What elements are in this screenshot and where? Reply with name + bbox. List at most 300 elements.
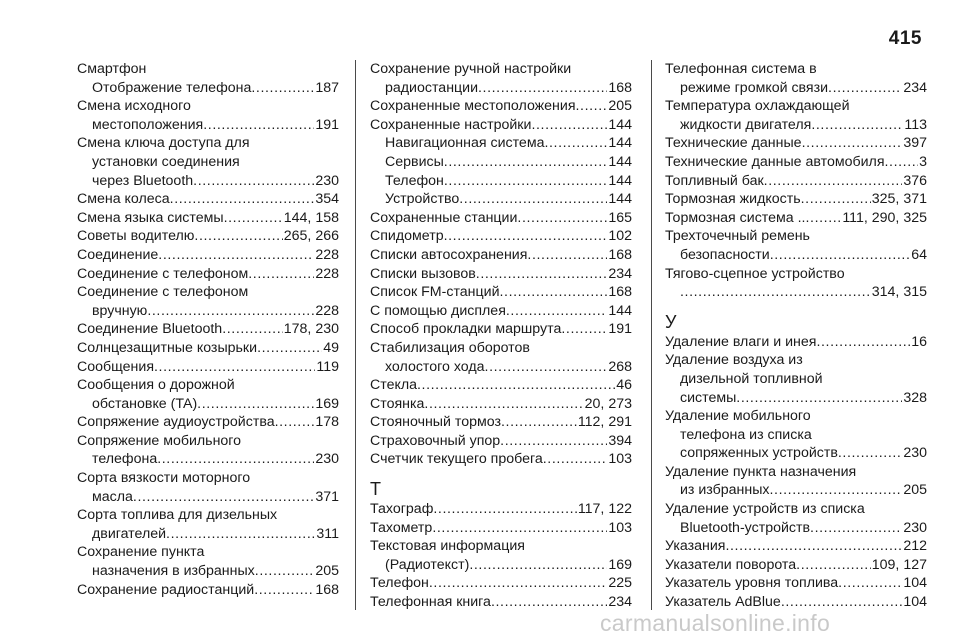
dot-leader (561, 320, 607, 339)
page-reference: 49 (323, 339, 339, 356)
page-reference: 144 (608, 172, 632, 189)
index-entry (665, 500, 927, 537)
entry-term: Сохраненные станции (370, 209, 518, 226)
index-entry-line (77, 562, 339, 581)
entry-term: Телефон (370, 575, 429, 592)
section-letter: У (665, 311, 677, 332)
page-reference: 46 (616, 377, 632, 394)
index-entry (665, 537, 927, 556)
dot-leader (806, 209, 842, 228)
page-reference: 311 (316, 525, 339, 542)
index-entry-line (370, 116, 632, 135)
watermark: carmanualsonline.info (600, 610, 831, 636)
entry-term: Отображение телефона (92, 79, 252, 96)
entry-term: из избранных (680, 482, 770, 499)
index-entry-line (77, 376, 339, 395)
index-entry-line (77, 450, 339, 469)
dot-leader (224, 209, 283, 228)
index-entry-line (77, 190, 339, 209)
dot-leader (801, 190, 871, 209)
entry-term: Сервисы (385, 153, 444, 170)
dot-leader (736, 389, 902, 408)
index-entry-line (77, 358, 339, 377)
dot-leader (680, 283, 871, 302)
entry-term: Смена исходного (77, 98, 191, 115)
entry-term: Удаление пункта назначения (665, 463, 857, 480)
index-entry-line (370, 209, 632, 228)
page-reference: 325, 371 (871, 191, 927, 208)
dot-leader (133, 488, 314, 507)
entry-term: через Bluetooth (92, 172, 194, 189)
entry-term: Удаление влаги и инея (665, 333, 817, 350)
index-entry-line (77, 265, 339, 284)
entry-term: масла (92, 488, 133, 505)
index-entry (370, 537, 632, 574)
index-entry-line (665, 370, 927, 389)
page-reference: 119 (316, 358, 339, 375)
index-entry-line (77, 172, 339, 191)
entry-term: Стекла (370, 377, 418, 394)
index-entry-line (665, 389, 927, 408)
dot-leader (444, 227, 608, 246)
index-entry (370, 519, 632, 538)
dot-leader (885, 153, 919, 172)
index-entry (370, 432, 632, 451)
dot-leader (147, 302, 314, 321)
index-entry (370, 97, 632, 116)
page-reference: 144 (608, 135, 632, 152)
index-entry-line (370, 395, 632, 414)
index-entry (665, 265, 927, 302)
index-entry (77, 190, 339, 209)
index-entry (370, 450, 632, 469)
page-reference: 168 (608, 246, 632, 263)
dot-leader (444, 172, 607, 191)
index-entry (370, 209, 632, 228)
index-entry-line (77, 413, 339, 432)
entry-term: Телефонная система в (665, 61, 817, 77)
index-entry-line (77, 79, 339, 98)
dot-leader (197, 395, 314, 414)
page-reference: 205 (903, 482, 927, 499)
dot-leader (424, 395, 583, 414)
entry-term: Устройство (385, 191, 460, 208)
page-reference: 3 (919, 153, 927, 170)
page-reference: 168 (315, 581, 339, 598)
entry-term: безопасности (680, 246, 770, 263)
entry-term: Соединение Bluetooth (77, 321, 223, 338)
entry-term: Сорта вязкости моторного (77, 470, 251, 487)
index-entry-line (665, 246, 927, 265)
index-entry-line (77, 395, 339, 414)
dot-leader (166, 525, 315, 544)
page-reference: 268 (608, 358, 632, 375)
index-entry (665, 463, 927, 500)
index-entry (77, 543, 339, 580)
dot-leader (781, 593, 903, 612)
entry-term: системы (680, 389, 737, 406)
page-reference: 230 (315, 451, 339, 468)
page-reference: 191 (608, 321, 632, 338)
dot-leader (576, 97, 608, 116)
index-entry-line (77, 209, 339, 228)
dot-leader (432, 519, 607, 538)
index-entry-line (370, 358, 632, 377)
dot-leader (770, 246, 911, 265)
entry-term: Текстовая информация (370, 538, 525, 555)
entry-term: Сообщения о дорожной (77, 377, 235, 394)
dot-leader (459, 190, 607, 209)
index-entry (77, 413, 339, 432)
entry-term: Тахометр (370, 519, 433, 536)
index-entry-line (77, 134, 339, 153)
index-entry-line (77, 153, 339, 172)
column-divider (355, 60, 356, 610)
index-entry (370, 500, 632, 519)
page-reference: 168 (608, 79, 632, 96)
page-reference: 228 (315, 265, 339, 282)
index-entry-line (370, 246, 632, 265)
entry-term: Указатель AdBlue (665, 594, 781, 611)
index-entry (77, 432, 339, 469)
dot-leader (476, 265, 608, 284)
page-reference: 178 (315, 414, 339, 431)
index-entry-line (665, 265, 927, 284)
entry-term: Смена колеса (77, 191, 170, 208)
entry-term: Тахограф (370, 501, 434, 518)
dot-leader (506, 302, 607, 321)
entry-term: Телефон (385, 172, 444, 189)
index-entry-line (665, 60, 927, 79)
page-reference: 230 (315, 172, 339, 189)
entry-term: Сохранение радиостанций (77, 581, 255, 598)
dot-leader (417, 376, 615, 395)
index-entry (370, 227, 632, 246)
index-entry-line (77, 246, 339, 265)
index-column-1 (77, 60, 339, 599)
index-entry-line (665, 537, 927, 556)
dot-leader (501, 413, 577, 432)
entry-term: (Радиотекст) (385, 556, 470, 573)
entry-term: Удаление воздуха из (665, 352, 803, 369)
index-column-3 (665, 60, 927, 612)
index-entry (77, 320, 339, 339)
index-entry (77, 265, 339, 284)
index-entry-line (370, 339, 632, 358)
index-entry-line (370, 153, 632, 172)
page-reference: 144 (608, 302, 632, 319)
page-reference: 178, 230 (283, 321, 339, 338)
index-entry-line (77, 320, 339, 339)
entry-term: Трехточечный ремень (665, 228, 810, 245)
page-reference: 225 (608, 575, 632, 592)
index-entry-line (370, 134, 632, 153)
index-entry (665, 190, 927, 209)
page-reference: 265, 266 (283, 228, 339, 245)
index-entry-line (665, 153, 927, 172)
page-reference: 144, 158 (283, 209, 339, 226)
page-reference: 230 (903, 445, 927, 462)
index-entry (370, 265, 632, 284)
dot-leader (764, 172, 903, 191)
entry-term: Bluetooth-устройств (680, 519, 811, 536)
index-entry-line (665, 481, 927, 500)
dot-leader (154, 358, 315, 377)
entry-term: Смена ключа доступа для (77, 135, 250, 152)
entry-term: телефона (92, 451, 158, 468)
index-entry-line (370, 556, 632, 575)
entry-term: Удаление устройств из списка (665, 501, 865, 518)
page-reference: 234 (608, 265, 632, 282)
entry-term: Сорта топлива для дизельных (77, 507, 278, 524)
index-entry-line (370, 500, 632, 519)
dot-leader (500, 432, 607, 451)
dot-leader (811, 116, 903, 135)
index-entry-line (370, 413, 632, 432)
dot-leader (158, 246, 314, 265)
dot-leader (157, 450, 314, 469)
index-entry (665, 97, 927, 134)
index-entry-line (77, 581, 339, 600)
entry-term: Список FM-станций (370, 284, 500, 301)
dot-leader (257, 339, 322, 358)
page-reference: 187 (315, 79, 339, 96)
index-entry (665, 209, 927, 228)
index-entry-line (370, 574, 632, 593)
entry-term: сопряженных устройств (680, 445, 838, 462)
page-reference: 169 (315, 395, 339, 412)
page-reference: 113 (904, 116, 927, 133)
index-entry (370, 302, 632, 321)
index-entry (77, 60, 339, 97)
page-reference: 165 (608, 209, 632, 226)
index-entry-line (665, 574, 927, 593)
index-entry-line (370, 432, 632, 451)
entry-term: Смартфон (77, 61, 147, 77)
entry-term: режиме громкой связи (680, 79, 829, 96)
entry-term: Спидометр (370, 228, 444, 245)
index-entry (77, 209, 339, 228)
index-entry-line (77, 283, 339, 302)
index-entry (370, 395, 632, 414)
page-reference: 111, 290, 325 (842, 209, 927, 226)
page-reference: 212 (903, 538, 927, 555)
dot-leader (255, 562, 315, 581)
index-entry (665, 407, 927, 463)
index-entry-line (370, 79, 632, 98)
dot-leader (500, 283, 608, 302)
index-entry (77, 97, 339, 134)
entry-term: Технические данные (665, 135, 802, 152)
dot-leader (531, 116, 607, 135)
page-reference: 191 (315, 116, 339, 133)
index-entry (370, 172, 632, 191)
dot-leader (429, 574, 607, 593)
index-entry (665, 172, 927, 191)
dot-leader (248, 265, 314, 284)
index-entry-line (370, 593, 632, 612)
dot-leader (251, 79, 314, 98)
index-entry-line (370, 97, 632, 116)
index-entry (665, 351, 927, 407)
entry-term: Сопряжение мобильного (77, 432, 242, 449)
entry-term: холостого хода (385, 358, 485, 375)
section-letter: Т (370, 479, 381, 500)
index-entry-line (77, 525, 339, 544)
index-entry-line (665, 351, 927, 370)
index-entry-line (665, 79, 927, 98)
index-entry (370, 246, 632, 265)
page-reference: 102 (608, 228, 632, 245)
index-entry (77, 376, 339, 413)
index-entry (370, 320, 632, 339)
entry-term: Списки вызовов (370, 265, 476, 282)
dot-leader (485, 358, 608, 377)
entry-term: Сопряжение аудиоустройства (77, 414, 275, 431)
index-entry-line (370, 265, 632, 284)
index-entry-line (665, 283, 927, 302)
page-reference: 205 (608, 98, 632, 115)
page-reference: 230 (903, 519, 927, 536)
page-reference: 314, 315 (871, 284, 927, 301)
entry-term: Технические данные автомобиля (665, 153, 885, 170)
index-entry-line (665, 116, 927, 135)
index-entry-line (77, 60, 339, 79)
entry-term: Сохранение ручной настройки (370, 61, 572, 77)
index-entry-line (665, 97, 927, 116)
entry-term: Стабилизация оборотов (370, 339, 530, 356)
entry-term: Тягово-сцепное устройство (665, 265, 845, 282)
dot-leader (725, 537, 902, 556)
column-divider (651, 60, 652, 610)
entry-term: С помощью дисплея (370, 302, 506, 319)
entry-term: установки соединения (92, 153, 240, 170)
index-entry (77, 339, 339, 358)
entry-term: Сохранение пункта (77, 544, 205, 561)
index-entry-line (665, 500, 927, 519)
index-entry-line (665, 209, 927, 228)
index-entry-line (370, 172, 632, 191)
entry-term: Соединение (77, 246, 159, 263)
index-entry-line (665, 593, 927, 612)
dot-leader (275, 413, 315, 432)
index-entry-line (665, 407, 927, 426)
page-reference: 144 (608, 153, 632, 170)
dot-leader (838, 444, 902, 463)
entry-term: Смена языка системы (77, 209, 224, 226)
entry-term: Страховочный упор (370, 432, 501, 449)
dot-leader (444, 153, 608, 172)
index-entry-line (370, 227, 632, 246)
index-entry-line (370, 537, 632, 556)
index-entry-line (370, 302, 632, 321)
dot-leader (194, 227, 282, 246)
index-entry (370, 339, 632, 376)
entry-term: Указания (665, 538, 726, 555)
dot-leader (469, 556, 607, 575)
index-entry (370, 283, 632, 302)
dot-leader (838, 574, 902, 593)
index-column-2 (370, 60, 632, 612)
index-entry-line (370, 190, 632, 209)
page-reference: 20, 273 (584, 395, 632, 412)
index-entry (665, 60, 927, 97)
index-entry-line (665, 190, 927, 209)
dot-leader (810, 519, 902, 538)
index-entry (665, 556, 927, 575)
page-reference: 144 (608, 116, 632, 133)
entry-term: дизельной топливной (680, 370, 823, 387)
entry-term: обстановке (TA) (92, 395, 198, 412)
index-entry-line (665, 556, 927, 575)
index-entry (665, 227, 927, 264)
dot-leader (544, 134, 607, 153)
entry-term: Удаление мобильного (665, 408, 811, 425)
index-entry-line (77, 339, 339, 358)
entry-term: Стоянка (370, 395, 425, 412)
index-entry (665, 134, 927, 153)
index-entry (370, 574, 632, 593)
entry-term: Способ прокладки маршрута (370, 321, 562, 338)
page-reference: 169 (608, 556, 632, 573)
dot-leader (816, 333, 910, 352)
entry-term: двигателей (92, 525, 167, 542)
index-entry-line (665, 134, 927, 153)
dot-leader (222, 320, 283, 339)
index-entry (665, 333, 927, 352)
page-reference: 104 (903, 594, 927, 611)
index-entry-line (370, 60, 632, 79)
entry-term: вручную (92, 302, 148, 319)
page-reference: 109, 127 (871, 556, 927, 573)
entry-term: Указатели поворота (665, 556, 797, 573)
index-entry-line (77, 543, 339, 562)
index-entry (370, 134, 632, 153)
index-entry (370, 153, 632, 172)
entry-term: жидкости двигателя (680, 116, 812, 133)
index-entry-line (370, 450, 632, 469)
entry-term: Тормозная система .. (665, 209, 806, 226)
page-reference: 228 (315, 302, 339, 319)
index-entry-line (370, 376, 632, 395)
index-entry (77, 581, 339, 600)
dot-leader (802, 134, 903, 153)
index-entry-line (665, 172, 927, 191)
index-entry (665, 574, 927, 593)
index-entry-line (665, 444, 927, 463)
entry-term: Топливный бак (665, 172, 764, 189)
entry-term: Температура охлаждающей (665, 98, 850, 115)
index-entry-line (77, 227, 339, 246)
entry-term: Тормозная жидкость (665, 191, 801, 208)
index-entry (77, 506, 339, 543)
entry-term: местоположения (92, 116, 204, 133)
index-entry-line (77, 469, 339, 488)
page-reference: 103 (608, 519, 632, 536)
dot-leader (254, 581, 314, 600)
dot-leader (170, 190, 315, 209)
page-reference: 144 (608, 191, 632, 208)
page-reference: 117, 122 (577, 501, 632, 518)
index-entry (77, 246, 339, 265)
index-entry-line (665, 426, 927, 445)
index-entry (77, 358, 339, 377)
index-entry-line (77, 432, 339, 451)
page-reference: 103 (608, 451, 632, 468)
index-entry (77, 227, 339, 246)
page-number: 415 (888, 28, 922, 49)
page-reference: 234 (608, 594, 632, 611)
